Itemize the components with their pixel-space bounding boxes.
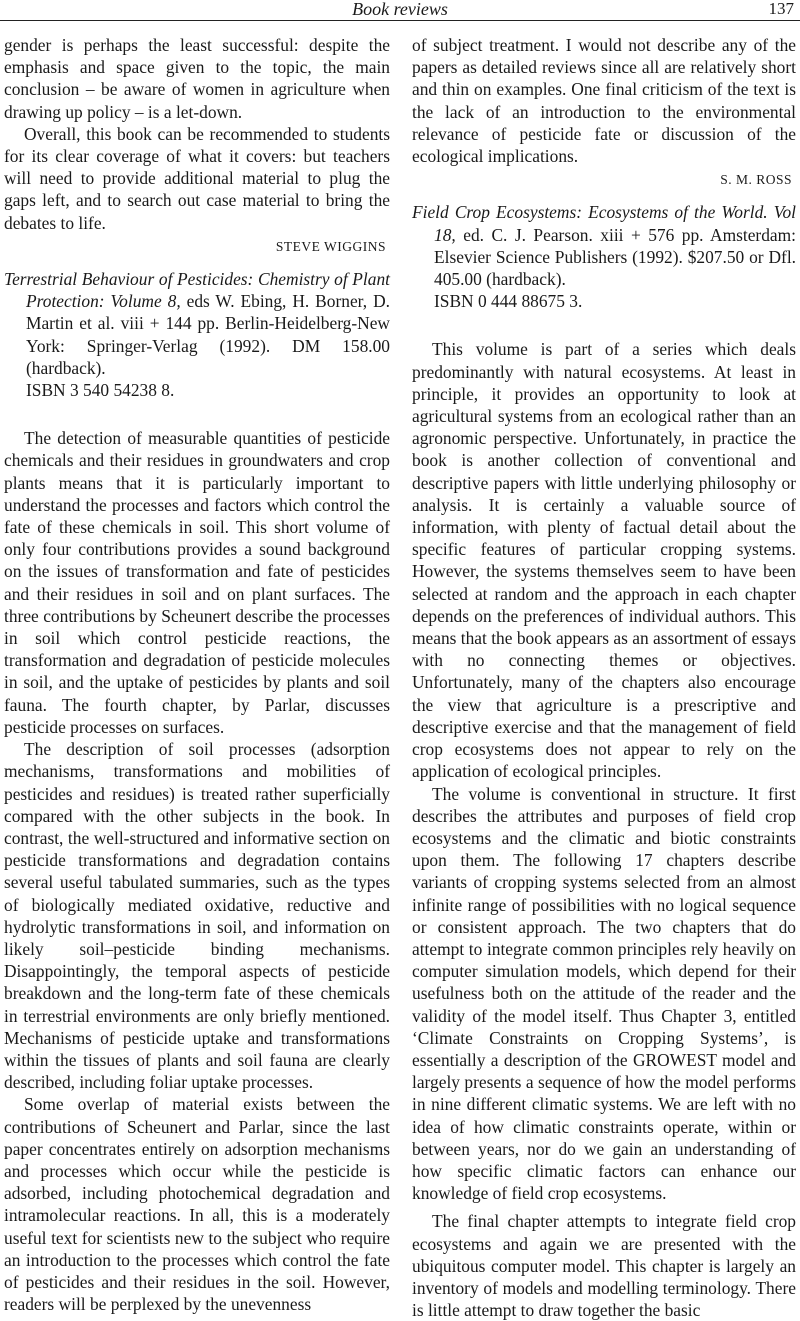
- book-isbn: ISBN 0 444 88675 3.: [434, 291, 583, 312]
- left-column: [4, 34, 390, 1315]
- book-title: Field Crop Ecosystems: Ecosystems of the World. Vol 18,: [412, 202, 796, 245]
- page-header: [0, 0, 800, 21]
- page-number: 137: [768, 0, 794, 18]
- book-isbn: ISBN 3 540 54238 8.: [26, 380, 175, 401]
- running-title: Book reviews: [352, 0, 448, 19]
- continued-paragraph: gender is perhaps the least successful: despite the emphasis and space given to the topic, the main conclusion – be aware of women in agriculture when drawing up policy – is a let-down.: [4, 35, 390, 122]
- book-citation: [4, 268, 390, 379]
- right-column: [412, 34, 796, 1321]
- body-paragraph: This volume is part of a series which deals predominantly with natural ecosystems. At least in principle, it provides an opportunity to look at agricultural systems from an ecological rather than an agronomic perspective. Unfortunately, in practice the book is another collection of conventional and descriptive papers with little underlying philosophy or analysis. It is certainly a valuable source of information, with plenty of factual detail about the specific features of particular cropping systems. However, the systems themselves seem to have been selected at random and the approach in each chapter depends on the preferences of individual authors. This means that the book appears as an assortment of essays with no connecting themes or objectives. Unfortunately, many of the chapters also encourage the view that agriculture is a prescriptive and descriptive exercise and that the management of field crop ecosystems does not appear to rely on the application of ecological principles.: [412, 339, 796, 782]
- body-paragraph: The detection of measurable quantities of pesticide chemicals and their residues in groundwaters and crop plants means that it is particularly important to understand the processes and factors which control the fate of these chemicals in soil. This short volume of only four contributions provides a sound background on the issues of transformation and fate of pesticides and their residues in soil and on plant surfaces. The three contributions by Scheunert describe the processes in soil which control pesticide reactions, the transformation and degradation of pesticide molecules in soil, and the uptake of pesticides by plants and soil fauna. The fourth chapter, by Parlar, discusses pesticide processes on surfaces.: [4, 428, 390, 737]
- body-paragraph: The final chapter attempts to integrate field crop ecosystems and again we are presented with the ubiquitous computer model. This chapter is largely an inventory of models and modelling terminology. There is little attempt to draw together the basic: [412, 1211, 796, 1321]
- reviewer-signature: S. M. ROSS: [720, 172, 792, 188]
- book-details: ed. C. J. Pearson. xiii + 576 pp. Amsterdam: Elsevier Science Publishers (1992). $207.50 or Dfl. 405.00 (hardback).: [434, 224, 796, 290]
- reviewer-signature: STEVE WIGGINS: [275, 238, 386, 254]
- book-title: Terrestrial Behaviour of Pesticides: Chemistry of Plant Protection: Volume 8,: [4, 269, 390, 312]
- book-citation: [412, 201, 796, 290]
- body-paragraph: Some overlap of material exists between the contributions of Scheunert and Parlar, since the last paper concentrates entirely on adsorption mechanisms and processes which occur while the pesticide is adsorbed, including photochemical degradation and intramolecular reactions. In all, this is a moderately useful text for scientists new to the subject who require an introduction to the processes which control the fate of pesticides and their residues in the soil. However, readers will be perplexed by the unevenness: [4, 1094, 390, 1315]
- body-paragraph: The description of soil processes (adsorption mechanisms, transformations and mobilities of pesticides and residues) is treated rather superficially compared with the other subjects in the book. In contrast, the well-structured and informative section on pesticide transformations and degradation contains several useful tabulated summaries, such as the types of biologically mediated oxidative, reductive and hydrolytic transformations in soil, and information on likely soil–pesticide binding mechanisms. Disappointingly, the temporal aspects of pesticide breakdown and the long-term fate of these chemicals in terrestrial environments are only briefly mentioned. Mechanisms of pesticide uptake and transformations within the tissues of plants and soil fauna are clearly described, including foliar uptake processes.: [4, 739, 390, 1093]
- body-paragraph: The volume is conventional in structure. It first describes the attributes and purposes of field crop ecosystems and the climatic and biotic constraints upon them. The following 17 chapters describe variants of cropping systems selected from an almost infinite range of possibilities with no logical sequence or consistent approach. The two chapters that do attempt to integrate common principles rely heavily on computer simulation models, which depend for their usefulness both on the attitude of the reader and the validity of the model itself. Thus Chapter 3, entitled ‘Climate Constraints on Cropping Systems’, is essentially a description of the GROWEST model and largely presents a sequence of how the model performs in nine different climatic systems. We are left with no idea of how climatic constraints operate, within or between years, nor do we gain an understanding of how specific climatic factors can enhance our knowledge of field crop ecosystems.: [412, 783, 796, 1204]
- continued-paragraph: of subject treatment. I would not describe any of the papers as detailed reviews since all are relatively short and thin on examples. One final criticism of the text is the lack of an introduction to the environmental relevance of pesticide fate or discussion of the ecological implications.: [412, 35, 796, 167]
- body-paragraph: Overall, this book can be recommended to students for its clear coverage of what it covers: but teachers will need to provide additional material to plug the gaps left, and to search out case material to bring the debates to life.: [4, 123, 390, 233]
- book-details: eds W. Ebing, H. Borner, D. Martin et al. viii + 144 pp. Berlin-Heidelberg-New York: Springer-Verlag (1992). DM 158.00 (hardback).: [26, 291, 390, 378]
